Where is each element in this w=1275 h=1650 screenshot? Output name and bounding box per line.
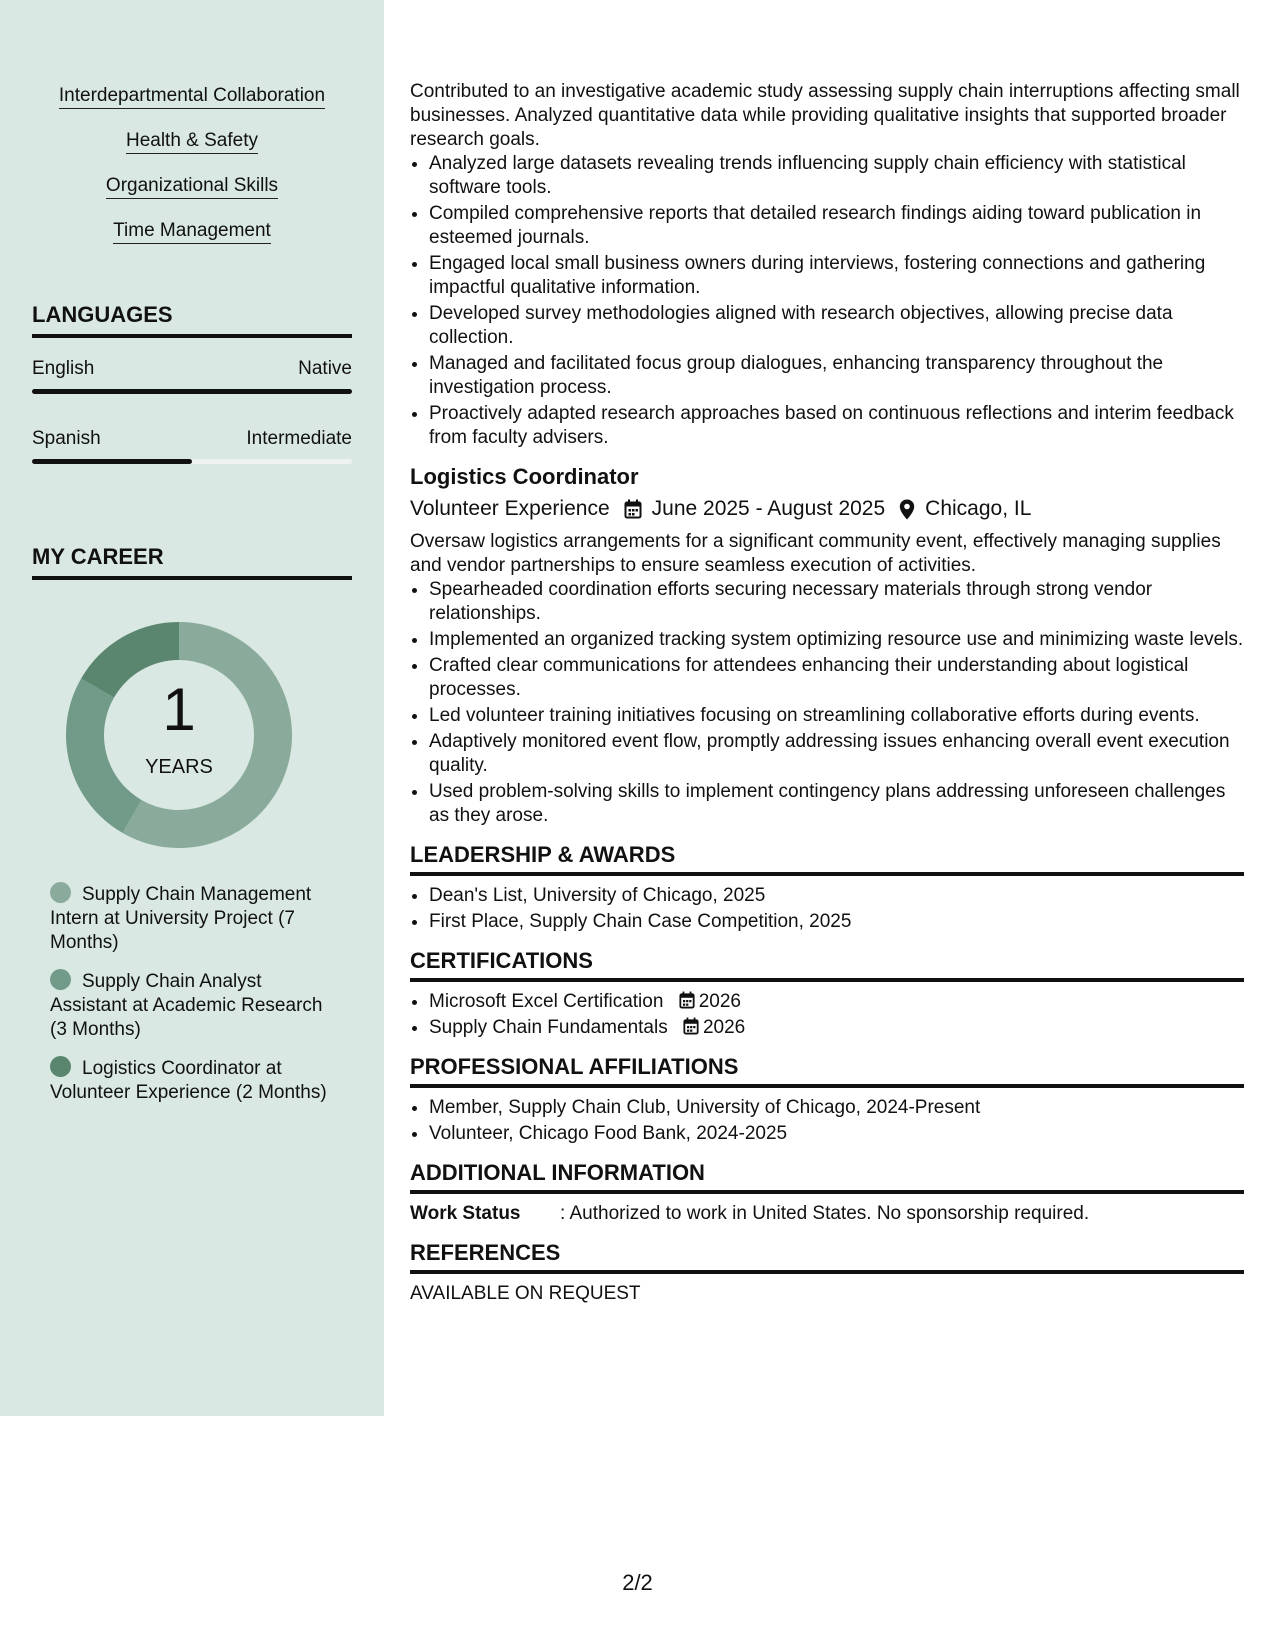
bullet-item: • Used problem-solving skills to implement contingency plans addressing unforeseen challenges as they arose. bbox=[429, 780, 1244, 828]
language-level: Intermediate bbox=[246, 428, 352, 449]
bullet-item: • Crafted clear communications for attendees enhancing their understanding about logistical processes. bbox=[429, 654, 1244, 702]
bullet-item: • Implemented an organized tracking system optimizing resource use and minimizing waste levels. bbox=[429, 628, 1244, 652]
certification-item: • Supply Chain Fundamentals 2026 bbox=[429, 1016, 1244, 1040]
calendar-icon bbox=[683, 1017, 699, 1035]
award-item: • Dean's List, University of Chicago, 2025 bbox=[429, 884, 1244, 908]
language-bar-fill bbox=[32, 389, 352, 394]
skill-item: Time Management bbox=[113, 219, 271, 244]
language-english bbox=[32, 357, 352, 394]
job-location: Chicago, IL bbox=[925, 497, 1032, 520]
page-number: 2/2 bbox=[622, 1570, 653, 1595]
affiliations-list bbox=[410, 1096, 1244, 1146]
leadership-list bbox=[410, 884, 1244, 934]
work-status-label: Work Status bbox=[410, 1203, 521, 1224]
certifications-heading: CERTIFICATIONS bbox=[410, 948, 1244, 982]
career-years-number: 1 bbox=[162, 676, 196, 743]
skill-item: Health & Safety bbox=[126, 129, 258, 154]
work-status-row bbox=[410, 1202, 1244, 1226]
career-heading: MY CAREER bbox=[32, 544, 352, 580]
certification-item: • Microsoft Excel Certification 2026 bbox=[429, 990, 1244, 1014]
language-name: English bbox=[32, 358, 95, 379]
job-title: Logistics Coordinator bbox=[410, 464, 639, 489]
award-item: • First Place, Supply Chain Case Competition, 2025 bbox=[429, 910, 1244, 934]
job-org: Volunteer Experience bbox=[410, 497, 610, 520]
main-content bbox=[410, 80, 1244, 1306]
language-name: Spanish bbox=[32, 428, 101, 449]
bullet-item: • Analyzed large datasets revealing trends influencing supply chain efficiency with statistical software tools. bbox=[429, 152, 1244, 200]
affiliations-heading: PROFESSIONAL AFFILIATIONS bbox=[410, 1054, 1244, 1088]
bullet-item: • Led volunteer training initiatives focusing on streamlining collaborative efforts during events. bbox=[429, 704, 1244, 728]
career-years-label: YEARS bbox=[145, 756, 213, 778]
language-bar-fill bbox=[32, 459, 192, 464]
languages-heading: LANGUAGES bbox=[32, 302, 352, 338]
career-item: Supply Chain Analyst Assistant at Academic Research (3 Months) bbox=[50, 971, 323, 1040]
language-bar bbox=[32, 459, 352, 464]
references-heading: REFERENCES bbox=[410, 1240, 1244, 1274]
skills-list bbox=[32, 84, 352, 264]
bullet-item: • Engaged local small business owners during interviews, fostering connections and gathering impactful qualitative information. bbox=[429, 252, 1244, 300]
bullet-item: • Proactively adapted research approaches based on continuous reflections and interim feedback from faculty advisers. bbox=[429, 402, 1244, 450]
language-bar bbox=[32, 389, 352, 394]
bullet-item: • Compiled comprehensive reports that detailed research findings aiding toward publication in esteemed journals. bbox=[429, 202, 1244, 250]
research-bullets bbox=[410, 152, 1244, 450]
bullet-item: • Spearheaded coordination efforts securing necessary materials through strong vendor relationships. bbox=[429, 578, 1244, 626]
bullet-item: • Managed and facilitated focus group dialogues, enhancing transparency throughout the investigation process. bbox=[429, 352, 1244, 400]
career-item: Supply Chain Management Intern at University Project (7 Months) bbox=[50, 884, 312, 953]
language-spanish bbox=[32, 427, 352, 464]
calendar-icon bbox=[679, 991, 695, 1009]
career-dot-icon bbox=[50, 969, 71, 990]
career-item: Logistics Coordinator at Volunteer Experience (2 Months) bbox=[50, 1058, 327, 1103]
job-bullets bbox=[410, 578, 1244, 828]
calendar-icon bbox=[624, 499, 642, 519]
career-legend bbox=[50, 882, 340, 1119]
skill-item: Organizational Skills bbox=[106, 174, 278, 199]
location-pin-icon bbox=[899, 499, 915, 520]
language-level: Native bbox=[298, 358, 352, 379]
skill-item: Interdepartmental Collaboration bbox=[59, 84, 325, 109]
certifications-list bbox=[410, 990, 1244, 1040]
job-meta bbox=[410, 496, 1244, 522]
research-summary: Contributed to an investigative academic study assessing supply chain interruptions affecting small businesses. Analyzed quantitative data while providing qualitative insights that supported broader research goals. bbox=[410, 81, 1240, 150]
career-dot-icon bbox=[50, 882, 71, 903]
work-status-value: : Authorized to work in United States. No sponsorship required. bbox=[560, 1203, 1090, 1224]
references-text: AVAILABLE ON REQUEST bbox=[410, 1283, 641, 1304]
bullet-item: • Adaptively monitored event flow, promptly addressing issues enhancing overall event execution quality. bbox=[429, 730, 1244, 778]
job-summary: Oversaw logistics arrangements for a significant community event, effectively managing supplies and vendor partnerships to ensure seamless execution of activities. bbox=[410, 531, 1221, 576]
career-donut-chart bbox=[66, 622, 292, 848]
career-dot-icon bbox=[50, 1056, 71, 1077]
job-dates: June 2025 - August 2025 bbox=[651, 497, 886, 520]
leadership-heading: LEADERSHIP & AWARDS bbox=[410, 842, 1244, 876]
affiliation-item: • Volunteer, Chicago Food Bank, 2024-2025 bbox=[429, 1122, 1244, 1146]
bullet-item: • Developed survey methodologies aligned with research objectives, allowing precise data collection. bbox=[429, 302, 1244, 350]
additional-info-heading: ADDITIONAL INFORMATION bbox=[410, 1160, 1244, 1194]
affiliation-item: • Member, Supply Chain Club, University of Chicago, 2024-Present bbox=[429, 1096, 1244, 1120]
sidebar bbox=[0, 0, 384, 1416]
